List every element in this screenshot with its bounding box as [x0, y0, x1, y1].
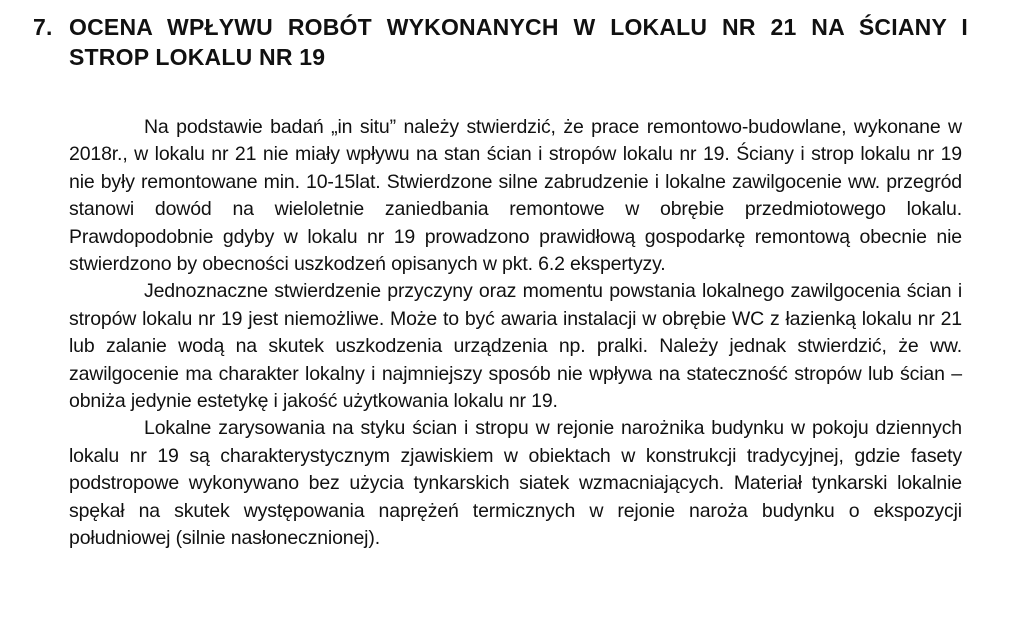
- paragraph-1: Na podstawie badań „in situ” należy stwierdzić, że prace remontowo-budowlane, wykonane w 2018r., w lokalu nr 21 nie miały wpływu na stan ścian i stropów lokalu nr 19. Ściany i strop lokalu nr 19 nie były remontowane min. 10-15lat. Stwierdzone silne zabrudzenie i lokalne zawilgocenie ww. przegród stanowi dowód na wieloletnie zaniedbania remontowe w obrębie przedmiotowego lokalu. Prawdopodobnie gdyby w lokalu nr 19 prowadzono prawidłową gospodarkę remontową obecnie nie stwierdzono by obecności uszkodzeń opisanych w pkt. 6.2 ekspertyzy.: [69, 116, 962, 276]
- section-number: 7.: [33, 14, 53, 40]
- section-heading: [33, 12, 968, 72]
- section-body: [69, 114, 962, 553]
- paragraph-3: Lokalne zarysowania na styku ścian i stropu w rejonie narożnika budynku w pokoju dziennych lokalu nr 19 są charakterystycznym zjawiskiem w obiektach w konstrukcji tradycyjnej, gdzie fasety podstropowe wykonywano bez użycia tynkarskich siatek wzmacniających. Materiał tynkarski lokalnie spękał na skutek występowania naprężeń termicznych w rejonie naroża budynku o ekspozycji południowej (silnie nasłonecznionej).: [69, 417, 962, 550]
- paragraph-2: Jednoznaczne stwierdzenie przyczyny oraz momentu powstania lokalnego zawilgocenia ścian i stropów lokalu nr 19 jest niemożliwe. Może to być awaria instalacji w obrębie WC z łazienką lokalu nr 21 lub zalanie wodą na skutek uszkodzenia urządzenia np. pralki. Należy jednak stwierdzić, że ww. zawilgocenie ma charakter lokalny i najmniejszy sposób nie wpływa na stateczność stropów lub ścian – obniża jedynie estetykę i jakość użytkowania lokalu nr 19.: [69, 280, 962, 413]
- section-title: OCENA WPŁYWU ROBÓT WYKONANYCH W LOKALU NR 21 NA ŚCIANY I STROP LOKALU NR 19: [69, 14, 968, 70]
